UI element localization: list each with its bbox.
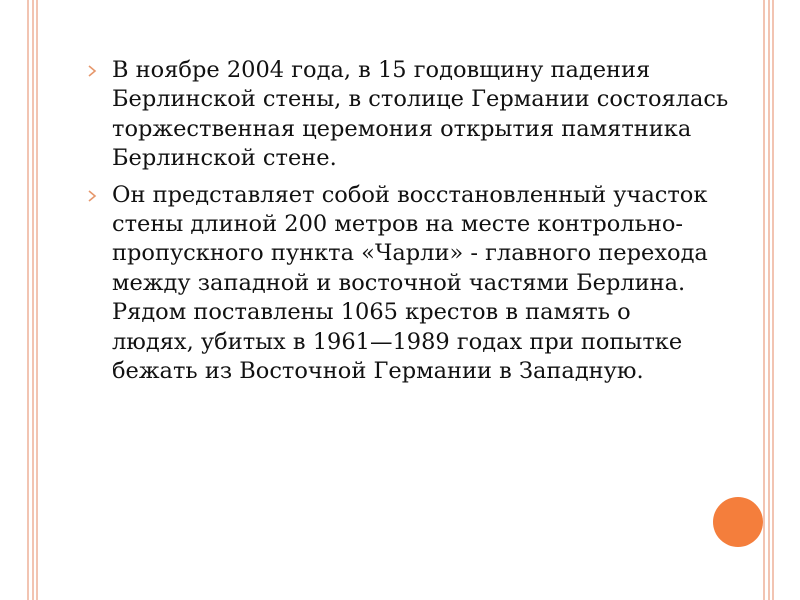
text-line: торжественная церемония открытия памятника [112, 115, 692, 142]
text-line: стены длиной 200 метров на месте контрольно- [112, 211, 683, 238]
left-frame-line [27, 0, 29, 600]
text-line: Он представляет собой восстановленный участок [112, 181, 708, 208]
bullet-paragraph [88, 56, 788, 174]
text-line: Рядом поставлены 1065 крестов в память о [112, 299, 631, 326]
text-line: бежать из Восточной Германии в Западную. [112, 358, 644, 385]
arrow-bullet-icon [88, 65, 97, 77]
arrow-bullet-icon [88, 190, 97, 202]
text-line: Берлинской стены, в столице Германии состоялась [112, 86, 729, 113]
slide-body [88, 56, 788, 393]
text-line: пропускного пункта «Чарли» - главного перехода [112, 240, 708, 267]
text-line: между западной и восточной частями Берлина. [112, 269, 686, 296]
bullet-paragraph [88, 181, 788, 387]
text-line: Берлинской стене. [112, 145, 337, 172]
orange-circle-decoration [713, 497, 763, 547]
text-line: людях, убитых в 1961—1989 годах при попытке [112, 328, 683, 355]
text-line: В ноябре 2004 года, в 15 годовщину падения [112, 57, 651, 83]
left-frame-line [36, 0, 38, 600]
left-frame-line [32, 0, 34, 600]
